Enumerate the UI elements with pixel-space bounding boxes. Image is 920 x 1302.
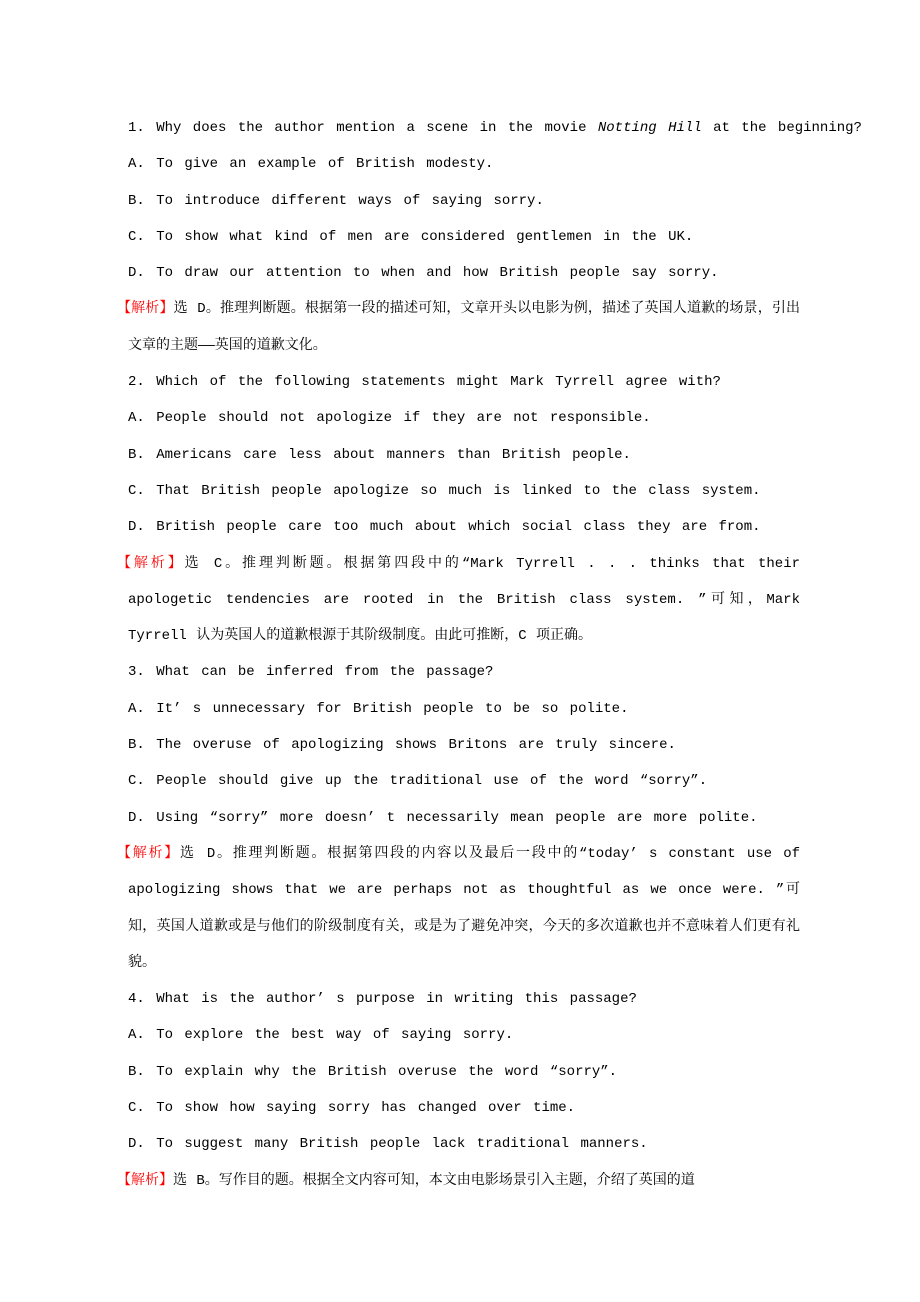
question-3-option-b: B. The overuse of apologizing shows Britons are truly sincere. <box>128 737 676 754</box>
question-1-stem <box>128 110 862 146</box>
question-1-option-a: A. To give an example of British modesty. <box>128 156 494 173</box>
question-1-option-d: D. To draw our attention to when and how British people say sorry. <box>128 265 719 282</box>
analysis-label: 【解析】 <box>117 301 174 318</box>
question-1-option-b: B. To introduce different ways of saying sorry. <box>128 192 544 209</box>
question-1-stem-post: at the beginning? <box>701 120 862 136</box>
question-4-option-a: A. To explore the best way of saying sorry. <box>128 1027 514 1044</box>
question-block-3 <box>117 654 801 981</box>
analysis-text: 选 C。推理判断题。根据第四段中的“Mark Tyrrell . . . thinks that their apologetic tendencies are rooted in the British class system. ”可知，Mark Tyrrell 认为英国人的道歉根源于其阶级制度。由此可推断，C 项正确。 <box>128 555 801 645</box>
question-2-option-b: B. Americans care less about manners than British people. <box>128 446 631 463</box>
document-content <box>117 110 862 1199</box>
question-2-option-d: D. British people care too much about which social class they are from. <box>128 519 761 536</box>
analysis-text: 选 D。推理判断题。根据第四段的内容以及最后一段中的“today’ s constant use of apologizing shows that we are perhaps not as thoughtful as we once were. ”可知，英国人道歉或是与他们的阶级制度有关，或是为了避免冲突，今天的多次道歉也并不意味着人们更有礼貌。 <box>128 845 801 971</box>
analysis-label: 【解析】 <box>117 1172 173 1189</box>
question-4-stem: 4. What is the author’ s purpose in writing this passage? <box>128 991 637 1008</box>
question-4-option-b: B. To explain why the British overuse the word “sorry”. <box>128 1063 618 1080</box>
question-2-option-a: A. People should not apologize if they are not responsible. <box>128 410 651 427</box>
question-2-option-c: C. That British people apologize so much is linked to the class system. <box>128 482 761 499</box>
question-3-option-c: C. People should give up the traditional use of the word “sorry”. <box>128 773 708 790</box>
analysis-text: 选 B。写作目的题。根据全文内容可知，本文由电影场景引入主题，介绍了英国的道 <box>173 1172 695 1189</box>
question-3-option-d: D. Using “sorry” more doesn’ t necessarily mean people are more polite. <box>128 809 758 826</box>
question-4-option-c: C. To show how saying sorry has changed over time. <box>128 1100 576 1117</box>
question-block-4 <box>117 981 800 1199</box>
analysis-text: 选 D。推理判断题。根据第一段的描述可知，文章开头以电影为例，描述了英国人道歉的场景，引出文章的主题——英国的道歉文化。 <box>128 301 800 354</box>
question-4-option-d: D. To suggest many British people lack traditional manners. <box>128 1136 648 1153</box>
analysis-label: 【解析】 <box>117 845 180 862</box>
question-1-stem-pre: 1. Why does the author mention a scene in the movie <box>128 120 598 136</box>
question-3-option-a: A. It’ s unnecessary for British people to be so polite. <box>128 700 629 717</box>
question-3-stem: 3. What can be inferred from the passage? <box>128 664 494 681</box>
question-block-2 <box>117 364 801 654</box>
question-1-analysis <box>117 291 800 364</box>
question-1-option-c: C. To show what kind of men are considered gentlemen in the UK. <box>128 228 694 245</box>
question-2-analysis <box>117 546 801 655</box>
analysis-label: 【解析】 <box>117 555 185 572</box>
question-3-analysis <box>117 836 801 981</box>
question-4-analysis <box>117 1163 800 1199</box>
question-2-stem: 2. Which of the following statements might Mark Tyrrell agree with? <box>128 374 721 391</box>
question-block-1 <box>117 110 862 364</box>
movie-title: Notting Hill <box>597 120 702 136</box>
